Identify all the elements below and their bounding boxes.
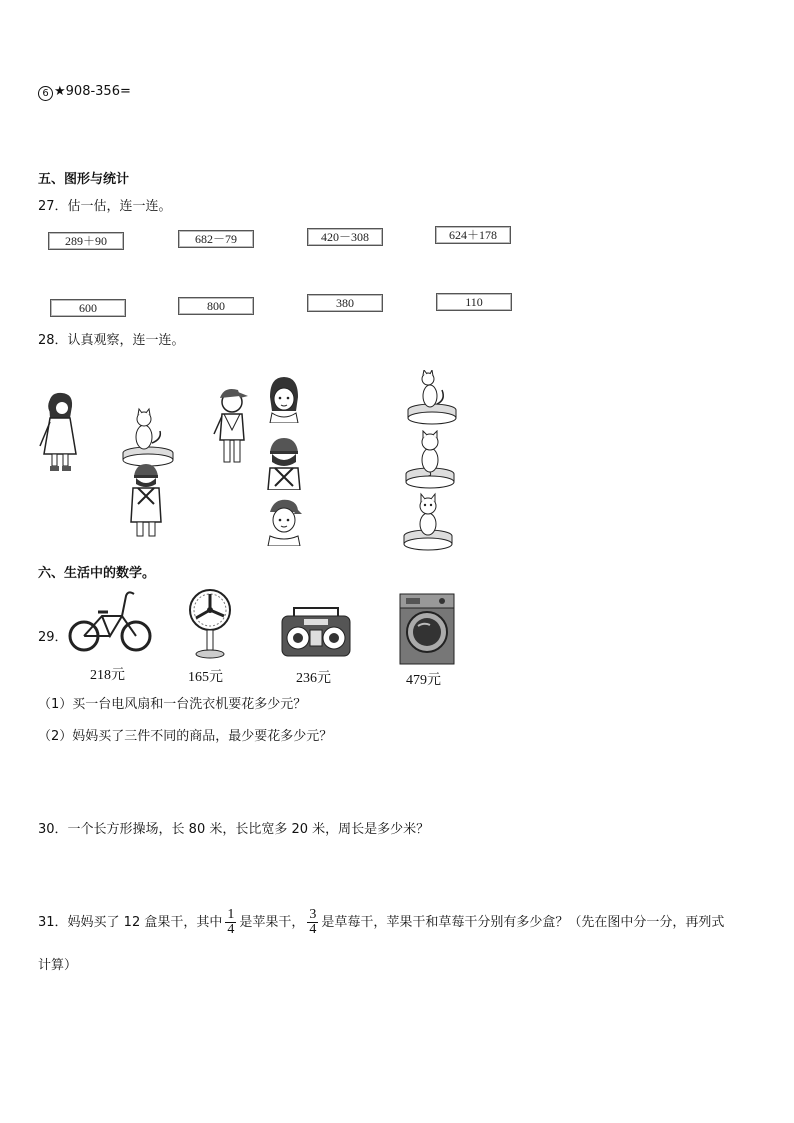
radio-icon bbox=[280, 606, 352, 658]
question-30: 30．一个长方形操场，长 80 米，长比宽多 20 米，周长是多少米？ bbox=[38, 822, 430, 837]
cat-on-pedestal-icon bbox=[120, 407, 176, 467]
expression-box-2[interactable]: 682－79 bbox=[178, 230, 254, 248]
fraction-denominator: 4 bbox=[309, 922, 317, 937]
question-27-title: 27．估一估，连一连。 bbox=[38, 199, 172, 214]
section-title-6: 六、生活中的数学。 bbox=[38, 566, 156, 581]
fraction-numerator: 3 bbox=[309, 907, 317, 922]
expression-box-4[interactable]: 624＋178 bbox=[435, 226, 511, 244]
washing-machine-price: 479元 bbox=[406, 673, 441, 688]
fraction-denominator: 4 bbox=[227, 922, 235, 937]
expression-box-1[interactable]: 289＋90 bbox=[48, 232, 124, 250]
question-29-sub-2: （2）妈妈买了三件不同的商品，最少要花多少元？ bbox=[38, 729, 333, 744]
section-title-5: 五、图形与统计 bbox=[38, 172, 130, 187]
question-28-title: 28．认真观察，连一连。 bbox=[38, 333, 185, 348]
fan-price: 165元 bbox=[188, 670, 223, 685]
expression-text: ★908-356= bbox=[54, 84, 131, 99]
boy-side-view-icon bbox=[210, 386, 256, 472]
question-31-line-1 bbox=[38, 908, 724, 938]
bicycle-price: 218元 bbox=[90, 668, 125, 683]
fraction-numerator: 1 bbox=[227, 907, 235, 922]
question-31-line-2: 计算） bbox=[38, 958, 78, 973]
question-29-number: 29． bbox=[38, 630, 68, 645]
girl-face-icon bbox=[266, 375, 302, 423]
answer-box-2[interactable]: 800 bbox=[178, 297, 254, 315]
question-29-sub-1: （1）买一台电风扇和一台洗衣机要花多少元？ bbox=[38, 697, 307, 712]
question-26-6 bbox=[38, 84, 131, 101]
question-31-text-2: 是苹果干， bbox=[239, 915, 305, 930]
circled-number: 6 bbox=[38, 86, 53, 101]
boy-back-view-icon bbox=[128, 462, 164, 542]
girl-figure-icon bbox=[36, 388, 84, 474]
fraction-three-quarters bbox=[307, 908, 318, 937]
boy-back-head-icon bbox=[266, 436, 302, 490]
electric-fan-icon bbox=[186, 588, 234, 660]
cat-side-view-icon bbox=[404, 370, 460, 426]
question-31-text-3: 是草莓干，苹果干和草莓干分别有多少盒？（先在图中分一分，再列式 bbox=[321, 915, 725, 930]
boy-face-icon bbox=[266, 498, 302, 546]
expression-box-3[interactable]: 420－308 bbox=[307, 228, 383, 246]
question-31-text-1: 31．妈妈买了 12 盒果干，其中 bbox=[38, 915, 223, 930]
answer-box-3[interactable]: 380 bbox=[307, 294, 383, 312]
radio-price: 236元 bbox=[296, 671, 331, 686]
cat-back-view-icon bbox=[402, 430, 458, 490]
cat-front-view-icon bbox=[400, 492, 456, 552]
washing-machine-icon bbox=[398, 592, 456, 666]
fraction-one-quarter bbox=[225, 908, 236, 937]
answer-box-1[interactable]: 600 bbox=[50, 299, 126, 317]
answer-box-4[interactable]: 110 bbox=[436, 293, 512, 311]
bicycle-icon bbox=[68, 588, 152, 656]
